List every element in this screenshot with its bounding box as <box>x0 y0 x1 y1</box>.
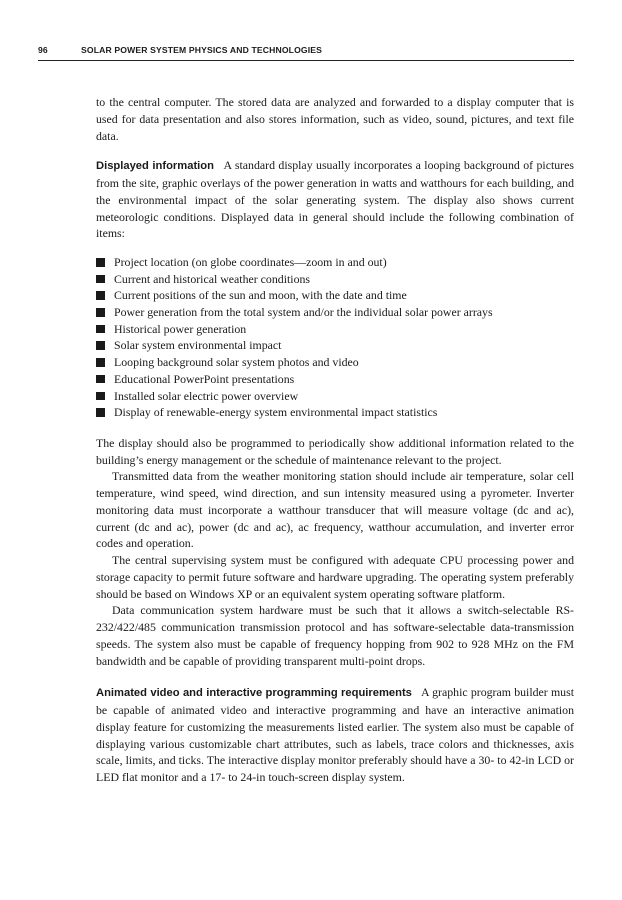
list-item <box>96 304 574 321</box>
bullet-square-icon <box>96 308 105 317</box>
bullet-square-icon <box>96 275 105 284</box>
animated-video-paragraph <box>96 684 574 786</box>
page-number: 96 <box>38 45 48 55</box>
display-items-list <box>96 254 574 421</box>
body-text <box>96 94 574 786</box>
bullet-square-icon <box>96 358 105 367</box>
displayed-information-paragraph <box>96 157 574 242</box>
list-item <box>96 404 574 421</box>
paragraph-data-communication: Data communication system hardware must be such that it allows a switch-selectable RS-232/422/485 communication transmission protocol and has software-selectable data-transmission speeds. The system also must be capable of frequency hopping from 902 to 928 MHz on the FM bandwidth and be capable of providing transparent multi-point drops. <box>96 603 574 668</box>
bullet-square-icon <box>96 375 105 384</box>
list-item-text: Project location (on globe coordinates—zoom in and out) <box>114 255 387 269</box>
list-item-text: Solar system environmental impact <box>114 338 282 353</box>
bullet-square-icon <box>96 291 105 300</box>
list-item-text: Installed solar electric power overview <box>114 388 299 403</box>
list-item <box>96 271 574 288</box>
list-item <box>96 254 574 271</box>
animated-video-text: A graphic program builder must be capable of animated video and interactive programming and have an interactive animation display feature for customizing the measurements listed earlier. The system also must be capable of displaying various customizable chart attributes, such as labels, trace colors and thicknesses, axis scale, limits, and ticks. The interactive display monitor preferably should have a 30- to 42-in LCD or LED flat monitor and a 17- to 24-in touch-screen display system. <box>96 685 575 785</box>
bullet-square-icon <box>96 392 105 401</box>
bullet-square-icon <box>96 341 105 350</box>
paragraph-central-system: The central supervising system must be configured with adequate CPU processing power and storage capacity to permit future software and hardware upgrading. The operating system preferably should be based on Windows XP or an equivalent system operating software platform. <box>96 553 574 601</box>
list-item-text: Power generation from the total system and/or the individual solar power arrays <box>114 305 493 320</box>
paragraph-transmitted-data: Transmitted data from the weather monitoring station should include air temperature, solar cell temperature, wind speed, wind direction, and sun intensity measured using a pyrometer. Inverter monitoring data must incorporate a watthour transducer that will measure voltage (dc and ac), current (dc and ac), power (dc and ac), ac frequency, watthour accumulation, and inverter error codes and operation. <box>96 469 574 551</box>
list-item-text: Looping background solar system photos and video <box>114 355 359 370</box>
running-header <box>38 44 574 61</box>
bullet-square-icon <box>96 408 105 417</box>
list-item <box>96 388 574 405</box>
section-heading-animated-video: Animated video and interactive programming requirements <box>96 687 412 700</box>
list-item-text: Current positions of the sun and moon, with the date and time <box>114 288 407 303</box>
list-item-text: Current and historical weather conditions <box>114 271 311 286</box>
list-item <box>96 354 574 371</box>
list-item-text: Historical power generation <box>114 321 247 336</box>
list-item <box>96 287 574 304</box>
bullet-square-icon <box>96 325 105 334</box>
bullet-square-icon <box>96 258 105 267</box>
list-item <box>96 371 574 388</box>
section-heading-displayed-information: Displayed information <box>96 160 214 173</box>
paragraph-continuation: to the central computer. The stored data are analyzed and forwarded to a display computer that is used for data presentation and also stores information, such as video, sound, pictures, and text file data. <box>96 95 574 143</box>
list-item-text: Educational PowerPoint presentations <box>114 371 295 386</box>
displayed-information-text: A standard display usually incorporates a looping background of pictures from the site, graphic overlays of the power generation in watts and watthours for each building, and the environmental impact of the solar generating system. The display also shows current meteorologic conditions. Displayed data in general should include the following combination of items: <box>96 158 574 241</box>
running-title: SOLAR POWER SYSTEM PHYSICS AND TECHNOLOGIES <box>81 45 323 55</box>
list-item <box>96 337 574 354</box>
paragraph-energy-management: The display should also be programmed to periodically show additional information related to the building’s energy management or the schedule of maintenance relevant to the project. <box>96 435 574 467</box>
list-item-text: Display of renewable-energy system environmental impact statistics <box>114 405 438 420</box>
list-item <box>96 321 574 338</box>
